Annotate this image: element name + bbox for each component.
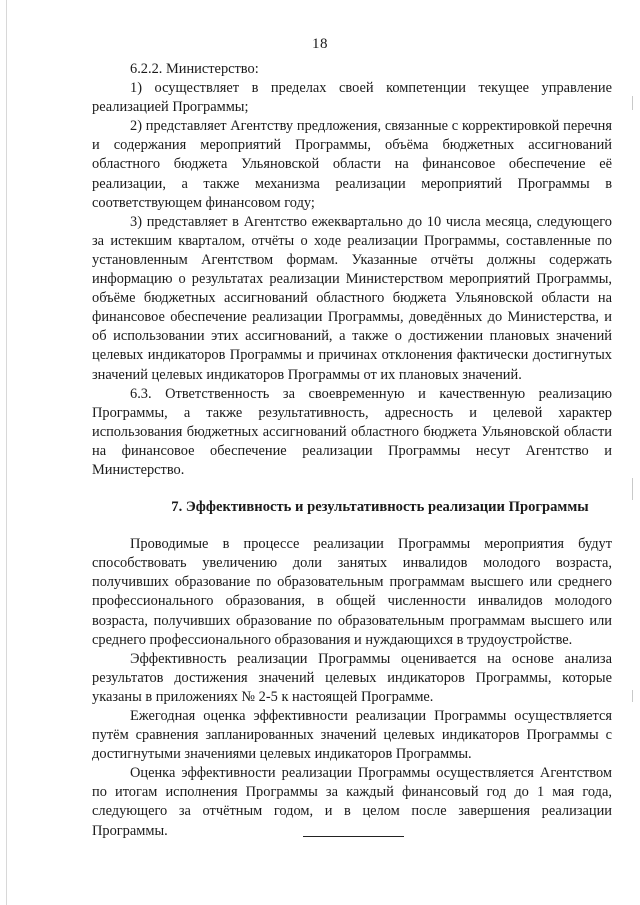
paragraph: Проводимые в процессе реализации Программы мероприятия будут способствовать увеличению доли занятых инвалидов молодого возраста, получивших образование по образовательным программам высшего или среднего профессионального образования, в общей численности инвалидов молодого возраста, получивших образование по образовательным программам высшего или среднего профессионального образования и нуждающихся в трудоустройстве.: [92, 536, 612, 648]
scan-speck: [632, 96, 633, 110]
paragraph: 6.3. Ответственность за своевременную и качественную реализацию Программы, а также результативность, адресность и целевой характер использования бюджетных ассигнований областного бюджета Ульяновской области на финансовое обеспечение реализации Программы несут Агентство и Министерство.: [92, 385, 612, 478]
end-of-text-rule: [303, 836, 404, 837]
paragraph: Ежегодная оценка эффективности реализации Программы осуществляется путём сравнения запланированных значений целевых индикаторов Программы с достигнутыми значениями целевых индикаторов Программы.: [92, 708, 612, 763]
scan-speck: [632, 690, 633, 702]
paragraph: 3) представляет в Агентство ежеквартально до 10 числа месяца, следующего за истекшим кварталом, отчёты о ходе реализации Программы, составленные по установленным Агентством формам. Указанные отчёты должны содержать информацию о результатах реализации Министерством мероприятий Программы, объёме бюджетных ассигнований областного бюджета Ульяновской области на финансовое обеспечение реализации Программы, доведённых до Министерства, и об использовании этих ассигнований, а также о достижении плановых значений целевых индикаторов Программы и причинах отклонения фактически достигнутых значений целевых индикаторов Программы от их плановых значений.: [92, 213, 612, 383]
scan-left-edge: [6, 0, 7, 905]
document-body: [92, 60, 612, 841]
page-number: 18: [312, 36, 328, 52]
paragraph: 1) осуществляет в пределах своей компетенции текущее управление реализацией Программы;: [92, 80, 612, 116]
scan-speck: [632, 478, 633, 500]
paragraph: Оценка эффективности реализации Программы осуществляется Агентством по итогам исполнения Программы за каждый финансовый год до 1 мая года, следующего за отчётным годом, и в целом после завершения реализации Программы.: [92, 765, 612, 839]
section-heading: 7. Эффективность и результативность реализации Программы: [171, 499, 589, 516]
paragraph: Эффективность реализации Программы оценивается на основе анализа результатов достижения значений целевых индикаторов Программы, которые указаны в приложениях № 2-5 к настоящей Программе.: [92, 650, 612, 705]
paragraph: 2) представляет Агентству предложения, связанные с корректировкой перечня и содержания мероприятий Программы, объёма бюджетных ассигнований областного бюджета Ульяновской области на финансовое обеспечение её реализации, а также механизма реализации мероприятий Программы в соответствующем финансовом году;: [92, 118, 612, 211]
paragraph: 6.2.2. Министерство:: [130, 61, 259, 77]
